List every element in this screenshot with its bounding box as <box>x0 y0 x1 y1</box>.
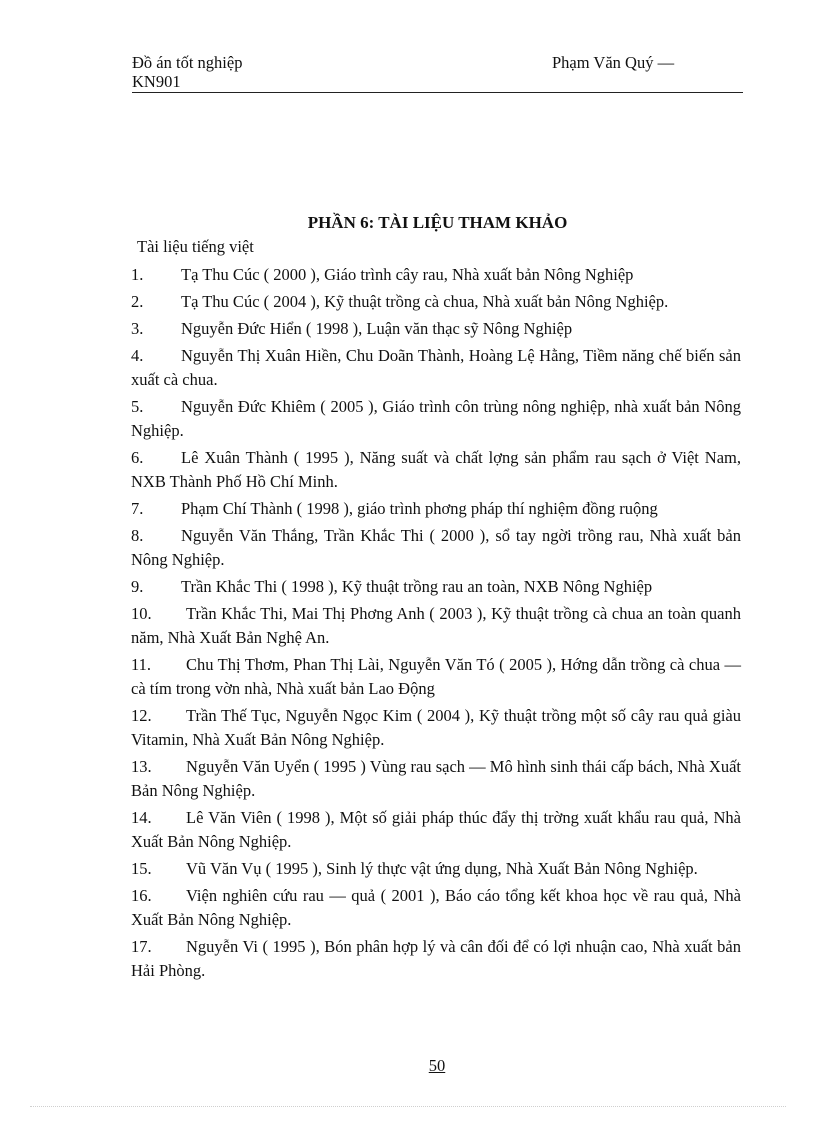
reference-item <box>131 524 741 572</box>
reference-number: 4. <box>131 346 144 365</box>
reference-text: Chu Thị Thơm, Phan Thị Lài, Nguyễn Văn Tó ( 2005 ), Hớng dẫn trồng cà chua — cà tím trong vờn nhà, Nhà xuất bản Lao Động <box>131 655 741 698</box>
reference-item <box>131 446 741 494</box>
footer-divider <box>30 1106 786 1107</box>
reference-text: Nguyễn Văn Thắng, Trần Khắc Thi ( 2000 ), sổ tay ngời trồng rau, Nhà xuất bản Nông Nghiệp. <box>131 526 741 569</box>
reference-text: Trần Thế Tục, Nguyễn Ngọc Kim ( 2004 ), Kỹ thuật trồng một số cây rau quả giàu Vitamin, Nhà Xuất Bản Nông Nghiệp. <box>131 706 741 749</box>
reference-text: Lê Xuân Thành ( 1995 ), Năng suất và chất lợng sản phẩm rau sạch ở Việt Nam, NXB Thành Phố Hồ Chí Minh. <box>131 448 741 491</box>
reference-number: 9. <box>131 577 144 596</box>
reference-item <box>131 317 741 341</box>
reference-item <box>131 704 741 752</box>
reference-item <box>131 935 741 983</box>
reference-item <box>131 575 741 599</box>
reference-text: Lê Văn Viên ( 1998 ), Một số giải pháp thúc đẩy thị trờng xuất khẩu rau quả, Nhà Xuất Bản Nông Nghiệp. <box>131 808 741 851</box>
reference-text: Tạ Thu Cúc ( 2000 ), Giáo trình cây rau, Nhà xuất bản Nông Nghiệp <box>181 265 634 284</box>
page-header <box>132 52 743 93</box>
reference-number: 14. <box>131 808 152 827</box>
reference-item <box>131 602 741 650</box>
subheading: Tài liệu tiếng việt <box>137 237 254 256</box>
reference-text: Phạm Chí Thành ( 1998 ), giáo trình phơng pháp thí nghiệm đồng ruộng <box>181 499 658 518</box>
reference-text: Nguyễn Văn Uyển ( 1995 ) Vùng rau sạch — Mô hình sinh thái cấp bách, Nhà Xuất Bản Nông Nghiệp. <box>131 757 741 800</box>
reference-number: 7. <box>131 499 144 518</box>
reference-text: Vũ Văn Vụ ( 1995 ), Sinh lý thực vật ứng dụng, Nhà Xuất Bản Nông Nghiệp. <box>186 859 698 878</box>
reference-number: 2. <box>131 292 144 311</box>
reference-item <box>131 497 741 521</box>
reference-text: Viện nghiên cứu rau — quả ( 2001 ), Báo cáo tổng kết khoa học về rau quả, Nhà Xuất Bản Nông Nghiệp. <box>131 886 741 929</box>
reference-text: Nguyễn Thị Xuân Hiền, Chu Doãn Thành, Hoàng Lệ Hằng, Tiềm năng chế biến sản xuất cà chua. <box>131 346 741 389</box>
reference-text: Trần Khắc Thi ( 1998 ), Kỹ thuật trồng rau an toàn, NXB Nông Nghiệp <box>181 577 653 596</box>
reference-text: Trần Khắc Thi, Mai Thị Phơng Anh ( 2003 ), Kỹ thuật trồng cà chua an toàn quanh năm, Nhà Xuất Bản Nghệ An. <box>131 604 741 647</box>
reference-item <box>131 857 741 881</box>
reference-item <box>131 806 741 854</box>
reference-list <box>131 263 741 986</box>
reference-number: 8. <box>131 526 144 545</box>
reference-item <box>131 263 741 287</box>
reference-number: 12. <box>131 706 152 725</box>
reference-item <box>131 290 741 314</box>
header-document-type: Đồ án tốt nghiệp <box>132 53 243 72</box>
reference-number: 6. <box>131 448 144 467</box>
reference-number: 1. <box>131 265 144 284</box>
reference-item <box>131 884 741 932</box>
reference-text: Nguyễn Vi ( 1995 ), Bón phân hợp lý và cân đối để có lợi nhuận cao, Nhà xuất bản Hải Phòng. <box>131 937 741 980</box>
page-number: 50 <box>428 1056 446 1075</box>
reference-number: 5. <box>131 397 144 416</box>
section-title: PHẦN 6: TÀI LIỆU THAM KHẢO <box>307 213 568 232</box>
reference-item <box>131 344 741 392</box>
reference-number: 17. <box>131 937 152 956</box>
reference-item <box>131 755 741 803</box>
reference-number: 11. <box>131 655 152 674</box>
reference-text: Nguyễn Đức Hiển ( 1998 ), Luận văn thạc sỹ Nông Nghiệp <box>181 319 573 338</box>
header-author: Phạm Văn Quý — <box>552 53 675 72</box>
header-class-code: KN901 <box>132 72 181 91</box>
reference-number: 10. <box>131 604 152 623</box>
reference-number: 3. <box>131 319 144 338</box>
reference-item <box>131 653 741 701</box>
reference-number: 15. <box>131 859 152 878</box>
reference-item <box>131 395 741 443</box>
reference-number: 13. <box>131 757 152 776</box>
reference-number: 16. <box>131 886 152 905</box>
reference-text: Tạ Thu Cúc ( 2004 ), Kỹ thuật trồng cà chua, Nhà xuất bản Nông Nghiệp. <box>181 292 669 311</box>
reference-text: Nguyễn Đức Khiêm ( 2005 ), Giáo trình côn trùng nông nghiệp, nhà xuất bản Nông Nghiệp. <box>131 397 741 440</box>
